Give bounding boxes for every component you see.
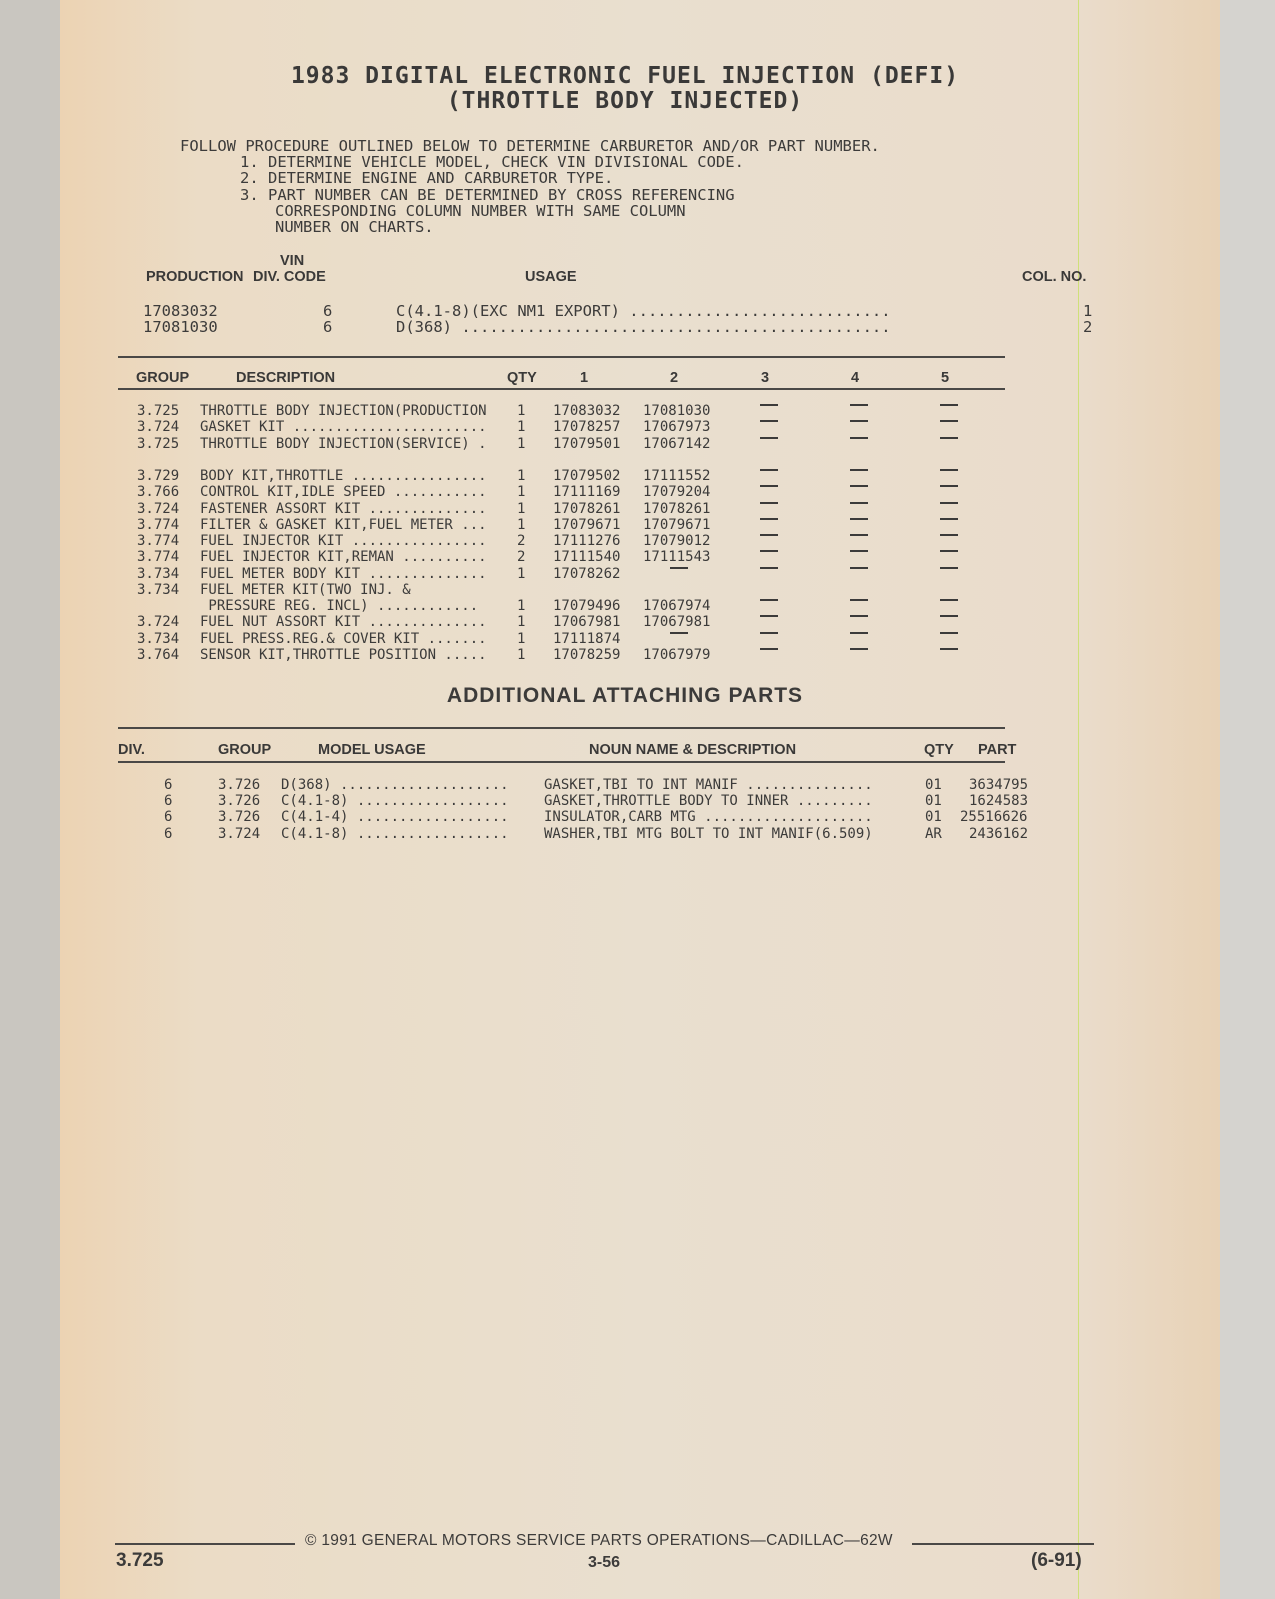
header-col-3: 3 xyxy=(761,370,770,386)
page-title: 1983 DIGITAL ELECTRONIC FUEL INJECTION (DEFI) xyxy=(290,63,960,89)
attach-model-usage: C(4.1-4) .................. xyxy=(281,809,509,825)
attach-part: 3634795 xyxy=(969,777,1029,793)
not-applicable-dash xyxy=(940,615,958,617)
footer-rule-left xyxy=(115,1543,295,1545)
part-col-1: 17067981 xyxy=(553,614,621,630)
not-applicable-dash xyxy=(850,404,868,406)
part-group: 3.725 xyxy=(137,436,180,452)
attach-model-usage: C(4.1-8) .................. xyxy=(281,793,509,809)
part-qty: 2 xyxy=(517,533,526,549)
div-code: 6 xyxy=(323,302,333,320)
part-group: 3.774 xyxy=(137,533,180,549)
part-group: 3.764 xyxy=(137,647,180,663)
part-group: 3.725 xyxy=(137,403,180,419)
part-group: 3.734 xyxy=(137,631,180,647)
col-no: 2 xyxy=(1083,318,1093,336)
part-col-1: 17111169 xyxy=(553,484,621,500)
instructions-intro: FOLLOW PROCEDURE OUTLINED BELOW TO DETERMINE CARBURETOR AND/OR PART NUMBER. xyxy=(180,137,880,155)
not-applicable-dash xyxy=(940,648,958,650)
part-col-1: 17078257 xyxy=(553,419,621,435)
part-col-2: 17079204 xyxy=(643,484,711,500)
not-applicable-dash xyxy=(760,534,778,536)
not-applicable-dash xyxy=(940,420,958,422)
not-applicable-dash xyxy=(940,550,958,552)
attach-div: 6 xyxy=(164,809,173,825)
not-applicable-dash xyxy=(940,567,958,569)
attach-noun: GASKET,THROTTLE BODY TO INNER ......... xyxy=(544,793,873,809)
not-applicable-dash xyxy=(760,485,778,487)
not-applicable-dash xyxy=(760,437,778,439)
part-col-2: 17067973 xyxy=(643,419,711,435)
not-applicable-dash xyxy=(760,502,778,504)
part-qty: 1 xyxy=(517,403,526,419)
part-group: 3.724 xyxy=(137,501,180,517)
attach-model-usage: C(4.1-8) .................. xyxy=(281,826,509,842)
part-description: FASTENER ASSORT KIT .............. xyxy=(200,501,487,517)
footer-rule-right xyxy=(912,1543,1094,1545)
part-qty: 1 xyxy=(517,468,526,484)
part-col-1: 17079501 xyxy=(553,436,621,452)
part-col-2: 17079012 xyxy=(643,533,711,549)
part-group: 3.774 xyxy=(137,517,180,533)
not-applicable-dash xyxy=(850,518,868,520)
part-group: 3.734 xyxy=(137,566,180,582)
part-col-1: 17079671 xyxy=(553,517,621,533)
not-applicable-dash xyxy=(940,485,958,487)
page-number: 3-56 xyxy=(588,1554,621,1571)
part-group: 3.729 xyxy=(137,468,180,484)
part-col-2: 17067981 xyxy=(643,614,711,630)
production-number: 17081030 xyxy=(143,318,218,336)
attach-group: 3.726 xyxy=(218,793,261,809)
not-applicable-dash xyxy=(760,550,778,552)
header-col-4: 4 xyxy=(851,370,860,386)
not-applicable-dash xyxy=(850,485,868,487)
part-qty: 1 xyxy=(517,647,526,663)
not-applicable-dash xyxy=(940,502,958,504)
part-col-1: 17079496 xyxy=(553,598,621,614)
not-applicable-dash xyxy=(850,567,868,569)
part-group: 3.724 xyxy=(137,419,180,435)
usage: D(368) .............................................. xyxy=(396,318,891,336)
part-qty: 1 xyxy=(517,614,526,630)
part-col-1: 17079502 xyxy=(553,468,621,484)
part-description: SENSOR KIT,THROTTLE POSITION ..... xyxy=(200,647,487,663)
not-applicable-dash xyxy=(940,469,958,471)
not-applicable-dash xyxy=(940,599,958,601)
attach-group: 3.724 xyxy=(218,826,261,842)
attach-noun: INSULATOR,CARB MTG .................... xyxy=(544,809,873,825)
part-col-2: 17067974 xyxy=(643,598,711,614)
page-subtitle: (THROTTLE BODY INJECTED) xyxy=(446,88,804,114)
col-no: 1 xyxy=(1083,302,1093,320)
attach-qty: AR xyxy=(925,826,942,842)
part-group: 3.724 xyxy=(137,614,180,630)
attach-group: 3.726 xyxy=(218,777,261,793)
attach-qty: 01 xyxy=(925,777,942,793)
scanner-margin xyxy=(1220,0,1275,1599)
not-applicable-dash xyxy=(850,534,868,536)
not-applicable-dash xyxy=(760,648,778,650)
part-description: CONTROL KIT,IDLE SPEED ........... xyxy=(200,484,487,500)
part-col-1: 17078262 xyxy=(553,566,621,582)
not-applicable-dash xyxy=(760,567,778,569)
header-col-1: 1 xyxy=(580,370,589,386)
part-qty: 1 xyxy=(517,501,526,517)
part-description: FUEL METER KIT(TWO INJ. & xyxy=(200,582,411,598)
not-applicable-dash xyxy=(850,469,868,471)
header-group: GROUP xyxy=(136,370,190,386)
part-qty: 2 xyxy=(517,549,526,565)
part-col-2: 17081030 xyxy=(643,403,711,419)
not-applicable-dash xyxy=(850,632,868,634)
attach-div: 6 xyxy=(164,826,173,842)
header-noun: NOUN NAME & DESCRIPTION xyxy=(589,742,797,758)
attach-qty: 01 xyxy=(925,809,942,825)
attaching-heading: ADDITIONAL ATTACHING PARTS xyxy=(446,684,804,707)
not-applicable-dash xyxy=(940,518,958,520)
part-col-2: 17111552 xyxy=(643,468,711,484)
not-applicable-dash xyxy=(850,502,868,504)
not-applicable-dash xyxy=(850,615,868,617)
not-applicable-dash xyxy=(670,632,688,634)
part-col-1: 17078261 xyxy=(553,501,621,517)
part-description: FUEL INJECTOR KIT ................ xyxy=(200,533,487,549)
not-applicable-dash xyxy=(760,469,778,471)
attach-part: 1624583 xyxy=(969,793,1029,809)
part-description: FUEL METER BODY KIT .............. xyxy=(200,566,487,582)
part-qty: 1 xyxy=(517,631,526,647)
part-group: 3.766 xyxy=(137,484,180,500)
part-description: THROTTLE BODY INJECTION(SERVICE) . xyxy=(200,436,487,452)
attach-group: 3.726 xyxy=(218,809,261,825)
header-model-usage: MODEL USAGE xyxy=(318,742,426,758)
not-applicable-dash xyxy=(760,615,778,617)
margin-line xyxy=(1078,0,1079,1599)
instruction-step: 2. DETERMINE ENGINE AND CARBURETOR TYPE. xyxy=(240,169,614,187)
part-description: FUEL NUT ASSORT KIT .............. xyxy=(200,614,487,630)
not-applicable-dash xyxy=(760,420,778,422)
not-applicable-dash xyxy=(670,567,688,569)
not-applicable-dash xyxy=(850,599,868,601)
part-col-1: 17111540 xyxy=(553,549,621,565)
not-applicable-dash xyxy=(850,437,868,439)
divider xyxy=(118,388,1005,390)
header-div: DIV. xyxy=(118,742,145,758)
instruction-step-cont: CORRESPONDING COLUMN NUMBER WITH SAME COLUMN xyxy=(275,202,686,220)
header-qty: QTY xyxy=(507,370,537,386)
part-qty: 1 xyxy=(517,419,526,435)
part-col-1: 17083032 xyxy=(553,403,621,419)
attach-div: 6 xyxy=(164,793,173,809)
not-applicable-dash xyxy=(760,632,778,634)
header-col-5: 5 xyxy=(941,370,950,386)
usage: C(4.1-8)(EXC NM1 EXPORT) ............................ xyxy=(396,302,891,320)
attach-div: 6 xyxy=(164,777,173,793)
header-production: PRODUCTION xyxy=(146,269,244,285)
divider xyxy=(118,727,1005,729)
not-applicable-dash xyxy=(940,404,958,406)
attach-noun: GASKET,TBI TO INT MANIF ............... xyxy=(544,777,873,793)
part-col-2: 17078261 xyxy=(643,501,711,517)
header-col-no: COL. NO. xyxy=(1022,269,1087,285)
production-number: 17083032 xyxy=(143,302,218,320)
not-applicable-dash xyxy=(940,534,958,536)
part-description: PRESSURE REG. INCL) ............ xyxy=(200,598,479,614)
copyright: © 1991 GENERAL MOTORS SERVICE PARTS OPERATIONS—CADILLAC—62W xyxy=(305,1532,893,1549)
not-applicable-dash xyxy=(850,420,868,422)
attach-part: 25516626 xyxy=(960,809,1028,825)
part-group: 3.734 xyxy=(137,582,180,598)
instruction-step-cont: NUMBER ON CHARTS. xyxy=(275,218,434,236)
part-col-1: 17111874 xyxy=(553,631,621,647)
attach-model-usage: D(368) .................... xyxy=(281,777,509,793)
header-qty: QTY xyxy=(924,742,954,758)
header-col-2: 2 xyxy=(670,370,679,386)
part-qty: 1 xyxy=(517,517,526,533)
divider xyxy=(118,356,1005,358)
attach-noun: WASHER,TBI MTG BOLT TO INT MANIF(6.509) xyxy=(544,826,873,842)
divider xyxy=(118,761,1005,763)
part-col-2: 17067142 xyxy=(643,436,711,452)
header-div-code: DIV. CODE xyxy=(253,269,326,285)
part-description: THROTTLE BODY INJECTION(PRODUCTION xyxy=(200,403,487,419)
not-applicable-dash xyxy=(940,632,958,634)
header-group: GROUP xyxy=(218,742,272,758)
part-qty: 1 xyxy=(517,484,526,500)
part-description: FUEL INJECTOR KIT,REMAN .......... xyxy=(200,549,487,565)
not-applicable-dash xyxy=(850,550,868,552)
section-number: 3.725 xyxy=(116,1550,164,1571)
part-col-1: 17078259 xyxy=(553,647,621,663)
not-applicable-dash xyxy=(850,648,868,650)
header-description: DESCRIPTION xyxy=(236,370,336,386)
header-vin: VIN xyxy=(280,253,305,269)
instruction-step: 1. DETERMINE VEHICLE MODEL, CHECK VIN DIVISIONAL CODE. xyxy=(240,153,744,171)
not-applicable-dash xyxy=(760,404,778,406)
part-qty: 1 xyxy=(517,436,526,452)
attach-part: 2436162 xyxy=(969,826,1029,842)
attach-qty: 01 xyxy=(925,793,942,809)
part-col-2: 17067979 xyxy=(643,647,711,663)
not-applicable-dash xyxy=(760,518,778,520)
instruction-step: 3. PART NUMBER CAN BE DETERMINED BY CROSS REFERENCING xyxy=(240,186,735,204)
part-col-2: 17111543 xyxy=(643,549,711,565)
part-group: 3.774 xyxy=(137,549,180,565)
not-applicable-dash xyxy=(940,437,958,439)
part-description: FUEL PRESS.REG.& COVER KIT ....... xyxy=(200,631,487,647)
part-description: FILTER & GASKET KIT,FUEL METER ... xyxy=(200,517,487,533)
part-col-2: 17079671 xyxy=(643,517,711,533)
div-code: 6 xyxy=(323,318,333,336)
header-part: PART xyxy=(978,742,1017,758)
part-qty: 1 xyxy=(517,598,526,614)
not-applicable-dash xyxy=(760,599,778,601)
part-description: GASKET KIT ....................... xyxy=(200,419,487,435)
part-col-1: 17111276 xyxy=(553,533,621,549)
part-qty: 1 xyxy=(517,566,526,582)
header-usage: USAGE xyxy=(525,269,577,285)
revision-date: (6-91) xyxy=(1031,1550,1082,1571)
part-description: BODY KIT,THROTTLE ................ xyxy=(200,468,487,484)
